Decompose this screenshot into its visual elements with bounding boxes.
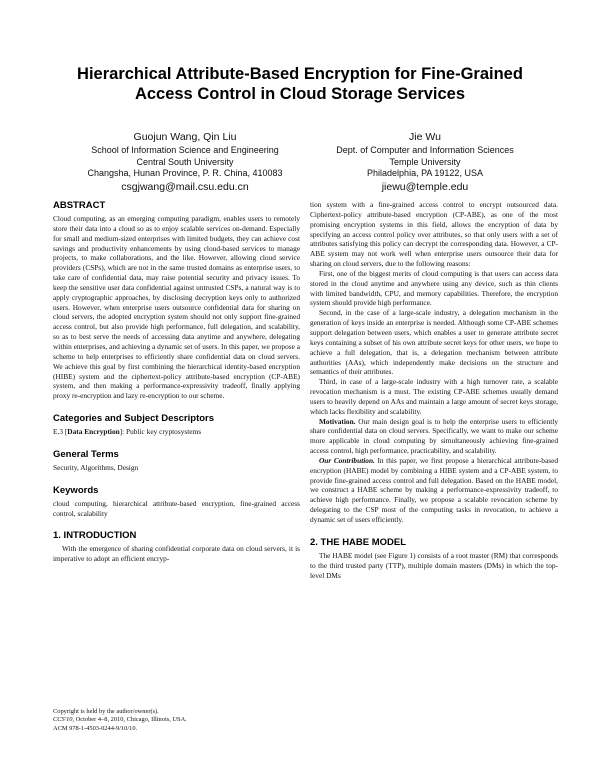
keywords-heading: Keywords — [53, 484, 99, 496]
copyright-notice — [53, 708, 300, 733]
author-institution: Temple University — [389, 156, 461, 167]
author-email: jiewu@temple.edu — [381, 180, 469, 193]
author-block-right — [300, 130, 550, 194]
reason-first-paragraph: First, one of the biggest merits of cloud computing is that users can access data stored in the cloud anytime and anywhere using any device, such as thin clients with limited bandwidth, CPU, and memory capabilities. Therefore, the encryption system should provide high performance. — [310, 268, 558, 308]
author-affiliation: Dept. of Computer and Information Sciences — [336, 145, 514, 155]
abstract-heading: ABSTRACT — [53, 200, 106, 211]
motivation-paragraph — [310, 417, 558, 456]
introduction-paragraph: With the emergence of sharing confidential corporate data on cloud servers, it is imperative to adopt an efficient encryp- — [53, 544, 300, 564]
reason-third-paragraph: Third, in case of a large-scale industry with a high turnover rate, a scalable revocation mechanism is a must. The existing CP-ABE schemes usually demand users to heavily depend on AAs and maintain a large amount of secret keys storage, which lacks flexibility and scalability. — [310, 377, 558, 416]
categories-text — [53, 427, 300, 437]
conference-name: CCS'10, — [53, 716, 75, 724]
motivation-label: Motivation. — [319, 416, 356, 426]
contribution-text: In this paper, we first propose a hierarchical attribute-based encryption (HABE) model by combining a HIBE system and a CP-ABE system, to provide fine-grained access control and full delegation. Based on the HABE model, we construct a HABE scheme by making a performance-expressivity tradeoff, to achieve high performance. Finally, we propose a scalable revocation scheme by delegating to the CSP most of the computing tasks in revocation, to achieve a dynamic set of users efficiently. — [310, 455, 559, 524]
categories-label: Data Encryption — [67, 427, 120, 437]
paper-title — [40, 64, 560, 104]
motivation-text: Our main design goal is to help the enterprise users to efficiently share confidential data on cloud servers. Specifically, we want to make our scheme more applicable in cloud computing by simultaneously achieving fine-grained access control, high performance, practicability, and scalability. — [310, 416, 558, 456]
author-block-left — [60, 130, 310, 194]
right-column — [310, 200, 558, 580]
title-line-1: Hierarchical Attribute-Based Encryption for Fine-Grained — [77, 65, 523, 83]
author-names: Jie Wu — [409, 131, 441, 143]
introduction-heading: 1. INTRODUCTION — [53, 530, 137, 542]
author-affiliation: School of Information Science and Engineering — [91, 145, 279, 155]
contribution-label: Our Contribution. — [319, 455, 375, 465]
author-institution: Central South University — [136, 156, 234, 167]
intro-continuation: tion system with a fine-grained access control to encrypt outsourced data. Ciphertext-policy attribute-based encryption (CP-ABE), as one of the most promising encryption systems in this field, allows the encryption of data by specifying an access control policy over attributes, so that only users with a set of attributes satisfying this policy can decrypt the corresponding data. However, a CP-ABE system may not work well when enterprise users outsource their data for sharing on cloud servers, due to the following reasons: — [310, 200, 558, 269]
general-terms-heading: General Terms — [53, 448, 119, 460]
general-terms-text: Security, Algorithms, Design — [53, 462, 139, 472]
conference-details: October 4–8, 2010, Chicago, Illinois, USA. — [74, 716, 187, 724]
section-2-paragraph: The HABE model (see Figure 1) consists of a root master (RM) that corresponds to the third trusted party (TTP), multiple domain masters (DMs) in which the top-level DMs — [310, 550, 558, 580]
abstract-text: Cloud computing, as an emerging computing paradigm, enables users to remotely store their data into a cloud so as to enjoy scalable services on-demand. Especially for small and medium-sized enterprises with limited budgets, they can achieve cost savings and productivity enhancements by using cloud-based services to manage projects, to make collaborations, and the like. However, allowing cloud service providers (CSPs), which are not in the same trusted domains as enterprise users, to take care of confidential data, may raise potential security and privacy issues. To keep the sensitive user data confidential against untrusted CSPs, a natural way is to apply cryptographic approaches, by disclosing decryption keys only to authorized users. However, when enterprise users outsource confidential data for sharing on cloud servers, the adopted encryption system should not only support fine-grained access control, but also provide high performance, full delegation, and scalability, so as to best serve the needs of accessing data anytime and anywhere, delegating within enterprises, and achieving a dynamic set of users. In this paper, we propose a scheme to help enterprises to efficiently share confidential data on cloud servers. We achieve this goal by first combining the hierarchical identity-based encryption (HIBE) system and the ciphertext-policy attribute-based encryption (CP-ABE) system, and then making a performance-expressivity tradeoff, finally applying proxy re-encryption and lazy re-encryption to our scheme. — [53, 214, 300, 401]
categories-code: E.3 [ — [53, 427, 68, 437]
left-column — [53, 200, 300, 564]
contribution-paragraph — [310, 456, 558, 525]
section-2-heading: 2. THE HABE MODEL — [310, 536, 407, 548]
categories-heading: Categories and Subject Descriptors — [53, 413, 215, 425]
title-line-2: Access Control in Cloud Storage Services — [134, 85, 466, 103]
keywords-text: cloud computing, hierarchical attribute-based encryption, fine-grained access control, scalability — [53, 498, 300, 518]
copyright-line: Copyright is held by the author/owner(s). — [53, 708, 159, 715]
reason-second-paragraph: Second, in the case of a large-scale industry, a delegation mechanism in the generation of keys inside an enterprise is needed. Although some CP-ABE schemes support delegation between users, which enables a user to generate attribute secret keys containing a subset of his own attribute secret keys for other users, we hope to achieve a full delegation, that is, a delegation mechanism between attribute authorities (AAs), which independently make decisions on the structure and semantics of their attributes. — [310, 308, 558, 377]
author-email: csgjwang@mail.csu.edu.cn — [121, 180, 249, 193]
author-names: Guojun Wang, Qin Liu — [133, 131, 237, 143]
acm-isbn: ACM 978-1-4503-0244-9/10/10. — [53, 724, 138, 732]
author-address: Philadelphia, PA 19122, USA — [367, 168, 483, 178]
author-address: Changsha, Hunan Province, P. R. China, 410083 — [87, 168, 283, 178]
conference-line — [53, 716, 300, 724]
categories-rest: ]: Public key cryptosystems — [119, 427, 202, 437]
